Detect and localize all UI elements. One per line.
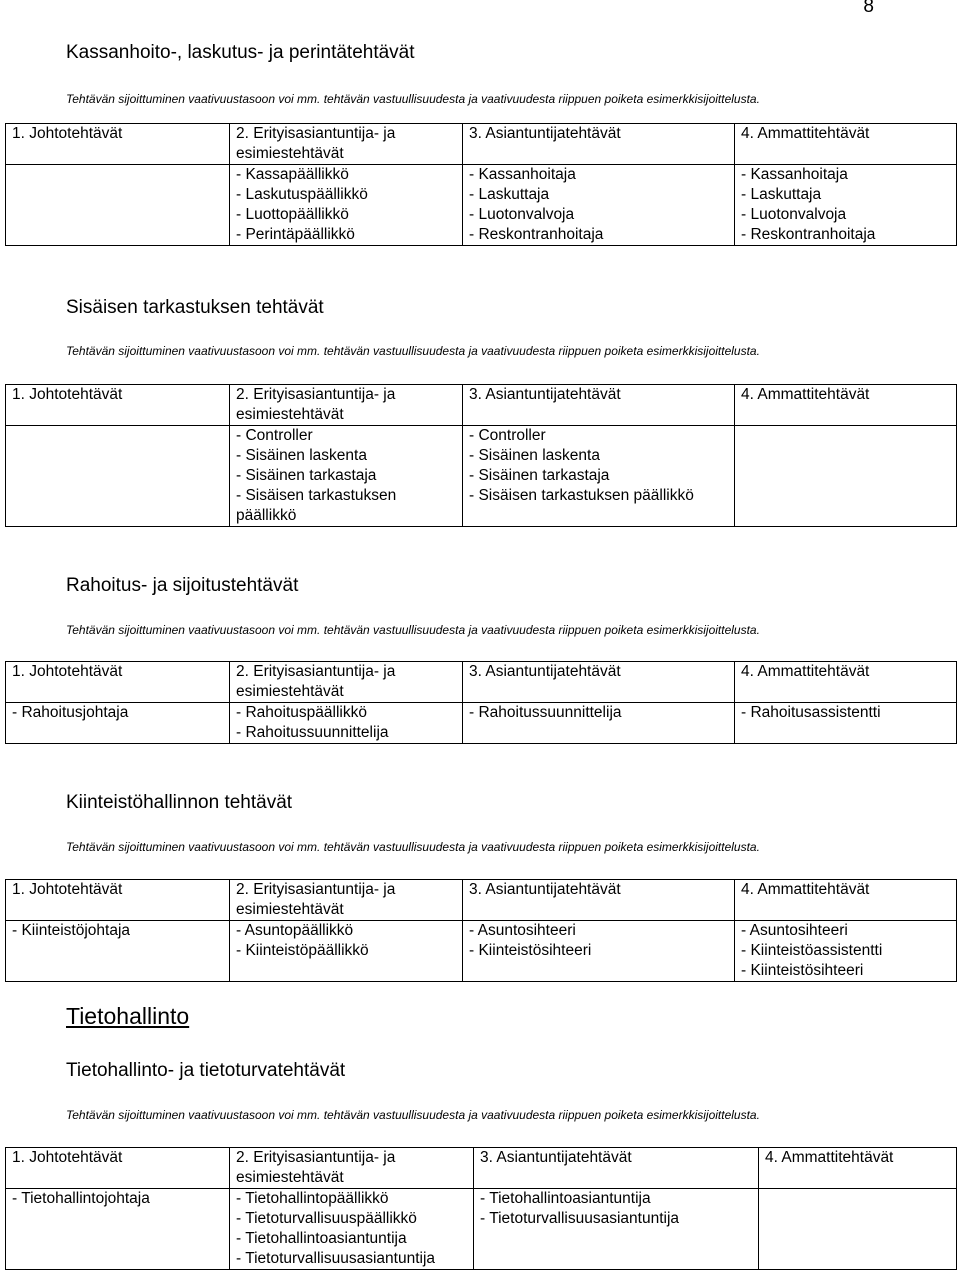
role-item: - Asuntosihteeri xyxy=(741,922,848,939)
role-cell xyxy=(759,1189,957,1270)
main-heading: Tietohallinto xyxy=(66,1003,190,1029)
role-item: - Tietohallintopäällikkö xyxy=(236,1190,389,1207)
header-cell-leadership: 1. Johtotehtävät xyxy=(6,880,230,921)
section-title: Sisäisen tarkastuksen tehtävät xyxy=(66,297,324,318)
header-cell-professional: 4. Ammattitehtävät xyxy=(735,662,957,703)
header-cell-leadership: 1. Johtotehtävät xyxy=(6,124,230,165)
role-item: - Luotonvalvoja xyxy=(741,206,847,223)
role-item: - Reskontranhoitaja xyxy=(469,226,604,243)
header-cell-professional: 4. Ammattitehtävät xyxy=(735,880,957,921)
header-cell-professional: 4. Ammattitehtävät xyxy=(735,385,957,426)
header-cell-leadership: 1. Johtotehtävät xyxy=(6,662,230,703)
header-cell-specialist: 2. Erityisasiantuntija- ja esimiestehtävät xyxy=(230,1148,474,1189)
role-item: - Laskuttaja xyxy=(741,186,822,203)
role-item: - Rahoituspäällikkö xyxy=(236,704,367,721)
role-item: - Reskontranhoitaja xyxy=(741,226,876,243)
page-number: 8 xyxy=(863,0,874,17)
role-cell xyxy=(463,703,735,744)
table-row xyxy=(6,426,957,527)
header-cell-specialist: 2. Erityisasiantuntija- ja esimiestehtävät xyxy=(230,880,463,921)
section-title: Rahoitus- ja sijoitustehtävät xyxy=(66,575,299,596)
role-cell xyxy=(230,165,463,246)
role-item: - Kiinteistösihteeri xyxy=(469,942,592,959)
table-row xyxy=(6,1189,957,1270)
role-item: - Asuntosihteeri xyxy=(469,922,576,939)
table-row xyxy=(6,703,957,744)
role-item: - Sisäisen tarkastuksen xyxy=(236,487,397,504)
table-header-row xyxy=(6,385,957,426)
header-cell-specialist: 2. Erityisasiantuntija- ja esimiestehtävät xyxy=(230,124,463,165)
roles-table xyxy=(5,879,957,982)
role-cell xyxy=(230,703,463,744)
table-header-row xyxy=(6,662,957,703)
role-item: - Kiinteistösihteeri xyxy=(741,962,864,979)
roles-table xyxy=(5,661,957,744)
roles-table xyxy=(5,123,957,246)
placement-note: Tehtävän sijoittuminen vaativuustasoon voi mm. tehtävän vastuullisuudesta ja vaativuudesta riippuen poiketa esimerkkisijoittelusta. xyxy=(66,840,760,854)
role-cell xyxy=(230,426,463,527)
role-cell xyxy=(463,165,735,246)
section-title: Kassanhoito-, laskutus- ja perintätehtävät xyxy=(66,42,415,63)
table-row xyxy=(6,165,957,246)
role-cell xyxy=(735,921,957,982)
header-cell-expert: 3. Asiantuntijatehtävät xyxy=(463,880,735,921)
role-item: - Kiinteistöpäällikkö xyxy=(236,942,369,959)
header-cell-professional: 4. Ammattitehtävät xyxy=(735,124,957,165)
header-cell-expert: 3. Asiantuntijatehtävät xyxy=(463,124,735,165)
placement-note: Tehtävän sijoittuminen vaativuustasoon voi mm. tehtävän vastuullisuudesta ja vaativuudesta riippuen poiketa esimerkkisijoittelusta. xyxy=(66,623,760,637)
role-item: - Sisäinen tarkastaja xyxy=(236,467,377,484)
role-cell xyxy=(735,426,957,527)
table-header-row xyxy=(6,1148,957,1189)
role-item: - Tietohallintoasiantuntija xyxy=(480,1190,651,1207)
role-item: - Kiinteistöassistentti xyxy=(741,942,883,959)
header-cell-leadership: 1. Johtotehtävät xyxy=(6,1148,230,1189)
role-cell xyxy=(6,921,230,982)
section-title: Kiinteistöhallinnon tehtävät xyxy=(66,792,293,813)
role-item: - Kassanhoitaja xyxy=(741,166,848,183)
role-item: - Tietohallintoasiantuntija xyxy=(236,1230,407,1247)
header-cell-professional: 4. Ammattitehtävät xyxy=(759,1148,957,1189)
role-cell xyxy=(463,921,735,982)
role-item: - Controller xyxy=(469,427,546,444)
section-title: Tietohallinto- ja tietoturvatehtävät xyxy=(66,1060,346,1081)
role-item: - Asuntopäällikkö xyxy=(236,922,354,939)
role-item: - Controller xyxy=(236,427,313,444)
table-row xyxy=(6,921,957,982)
role-item: - Luottopäällikkö xyxy=(236,206,349,223)
placement-note: Tehtävän sijoittuminen vaativuustasoon voi mm. tehtävän vastuullisuudesta ja vaativuudesta riippuen poiketa esimerkkisijoittelusta. xyxy=(66,92,760,106)
role-cell xyxy=(474,1189,759,1270)
table-header-row xyxy=(6,880,957,921)
role-cell xyxy=(463,426,735,527)
role-item: - Sisäinen laskenta xyxy=(236,447,367,464)
role-item: - Luotonvalvoja xyxy=(469,206,575,223)
placement-note: Tehtävän sijoittuminen vaativuustasoon voi mm. tehtävän vastuullisuudesta ja vaativuudesta riippuen poiketa esimerkkisijoittelusta. xyxy=(66,1108,760,1122)
role-item: - Laskutuspäällikkö xyxy=(236,186,368,203)
role-item: - Kassanhoitaja xyxy=(469,166,576,183)
role-item: - Perintäpäällikkö xyxy=(236,226,355,243)
role-cell xyxy=(230,1189,474,1270)
header-cell-specialist: 2. Erityisasiantuntija- ja esimiestehtävät xyxy=(230,385,463,426)
role-item: - Kassapäällikkö xyxy=(236,166,349,183)
role-item: - Laskuttaja xyxy=(469,186,550,203)
role-cell xyxy=(6,703,230,744)
header-cell-expert: 3. Asiantuntijatehtävät xyxy=(474,1148,759,1189)
header-cell-expert: 3. Asiantuntijatehtävät xyxy=(463,385,735,426)
role-cell xyxy=(735,165,957,246)
header-cell-leadership: 1. Johtotehtävät xyxy=(6,385,230,426)
role-item: - Rahoitusjohtaja xyxy=(12,704,129,721)
role-item: - Sisäisen tarkastuksen päällikkö xyxy=(469,487,694,504)
roles-table xyxy=(5,384,957,527)
role-item: - Rahoitusassistentti xyxy=(741,704,881,721)
role-cell xyxy=(735,703,957,744)
role-item: - Sisäinen tarkastaja xyxy=(469,467,610,484)
role-item: - Kiinteistöjohtaja xyxy=(12,922,131,939)
role-item: - Rahoitussuunnittelija xyxy=(236,724,389,741)
header-cell-expert: 3. Asiantuntijatehtävät xyxy=(463,662,735,703)
role-item: - Sisäinen laskenta xyxy=(469,447,600,464)
roles-table xyxy=(5,1147,957,1270)
role-cell xyxy=(6,426,230,527)
role-item: - Tietoturvallisuuspäällikkö xyxy=(236,1210,417,1227)
role-cell xyxy=(230,921,463,982)
table-header-row xyxy=(6,124,957,165)
role-cell xyxy=(6,165,230,246)
header-cell-specialist: 2. Erityisasiantuntija- ja esimiestehtävät xyxy=(230,662,463,703)
role-item: - Tietohallintojohtaja xyxy=(12,1190,150,1207)
role-cell xyxy=(6,1189,230,1270)
role-item: - Tietoturvallisuusasiantuntija xyxy=(480,1210,680,1227)
role-item: päällikkö xyxy=(236,507,297,524)
role-item: - Rahoitussuunnittelija xyxy=(469,704,622,721)
role-item: - Tietoturvallisuusasiantuntija xyxy=(236,1250,436,1267)
placement-note: Tehtävän sijoittuminen vaativuustasoon voi mm. tehtävän vastuullisuudesta ja vaativuudesta riippuen poiketa esimerkkisijoittelusta. xyxy=(66,344,760,358)
